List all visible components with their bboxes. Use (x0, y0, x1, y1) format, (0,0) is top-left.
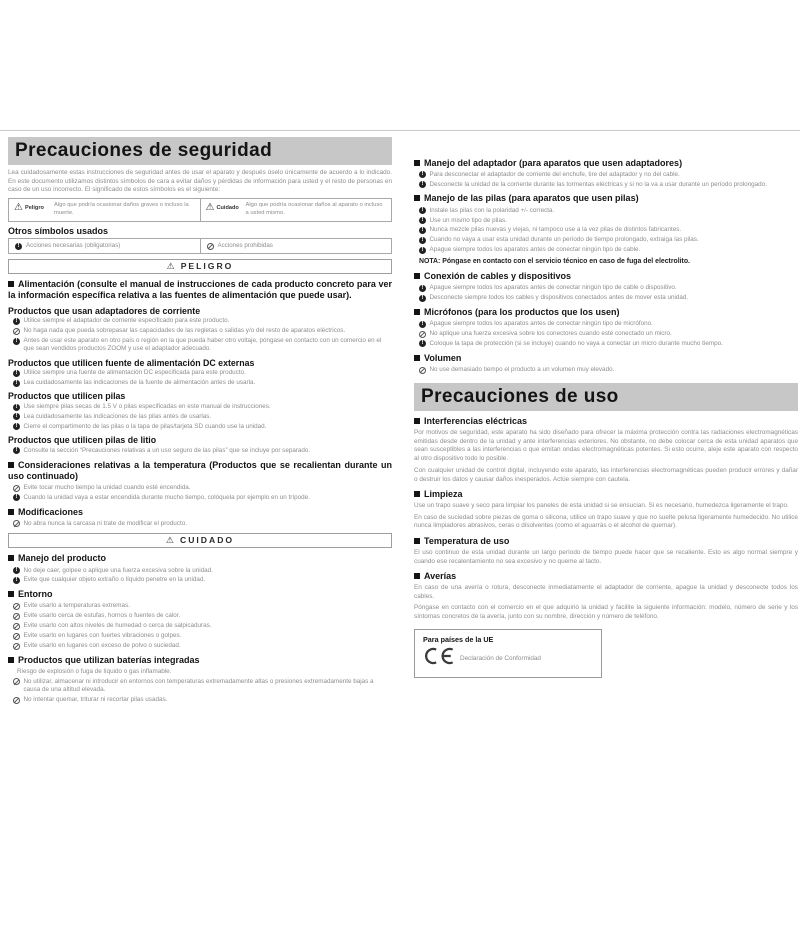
mandatory-action-icon: ! (15, 243, 22, 250)
manual-page (0, 130, 800, 706)
symbol-definition-label: Peligro (24, 205, 44, 212)
warning-triangle-icon: ⚠ (165, 534, 176, 545)
precaution-item-text: Lea cuidadosamente las indicaciones de las pilas antes de usarlas. (23, 412, 212, 420)
section-heading-text: Temperatura de uso (424, 535, 510, 546)
warning-banner (8, 259, 392, 274)
other-symbols-row (8, 238, 392, 255)
precaution-item-text: Antes de usar este aparato en otro país o región en la que pueda haber otro voltaje, póngase en contacto con un comercio en el que sean vendidos productos ZOOM y use el adaptador adecuado. (23, 337, 382, 353)
precaution-item (13, 567, 392, 575)
note-text: NOTA: Póngase en contacto con el servicio técnico en caso de fuga del electrolito. (419, 257, 690, 265)
body-paragraph: Lea cuidadosamente estas instrucciones de seguridad antes de usar el aparato y después úselo únicamente de acuerdo a lo indicado. En este documento utilizamos distintos símbolos de cara a evitar daños y pérdidas de información para usted y el resto de personas en caso de un uso incorrecto. El significado de estos símbolos es el siguiente: (8, 169, 392, 194)
mandatory-action-icon: ! (419, 321, 426, 328)
mandatory-action-icon: ! (13, 577, 20, 584)
section-heading (414, 353, 798, 364)
section-heading-text: Manejo del producto (18, 553, 107, 564)
precaution-item-text: Use un mismo tipo de pilas. (429, 216, 507, 224)
body-paragraph: En caso de una avería o rotura, desconecte inmediatamente el adaptador de corriente, apague la unidad y desconecte todos los cables. (414, 584, 798, 600)
precaution-item-text: No utilizar, almacenar ni introducir en entornos con temperaturas extremadamente altas o presiones extremadamente bajas a causa de una altitud elevada. (23, 677, 374, 694)
section-heading-text: Conexión de cables y dispositivos (424, 271, 572, 282)
section-heading-text: Consideraciones relativas a la temperatura (Productos que se recalientan durante un uso continuado) (8, 459, 392, 481)
precaution-item-text: Desconecte la unidad de la corriente durante las tormentas eléctricas y si no la va a usar durante un período prolongado. (429, 180, 767, 188)
section-heading (414, 158, 798, 169)
mandatory-action-icon: ! (419, 171, 426, 178)
section-heading-text: Manejo del adaptador (para aparatos que usen adaptadores) (424, 157, 683, 168)
prohibited-action-icon (419, 331, 426, 338)
precaution-item (419, 181, 798, 189)
precaution-item-text: Lea cuidadosamente las indicaciones de la fuente de alimentación antes de usarla. (23, 379, 256, 387)
precaution-item-text: Consulte la sección “Precauciones relativas a un uso seguro de las pilas” que se incluye por separado. (23, 446, 311, 454)
body-paragraph: Con cualquier unidad de control digital, incluyendo este aparato, las interferencias electromagnéticas pueden producir errores y dañar o destruir los datos y causar daños inesperados. Actúe siempre con cautela. (414, 466, 798, 483)
precaution-item (13, 403, 392, 411)
mandatory-action-icon: ! (419, 285, 426, 292)
left-column (8, 137, 392, 706)
precaution-item (419, 340, 798, 348)
symbol-definition-text: Algo que podría ocasionar daños graves o incluso la muerte. (54, 202, 189, 216)
square-bullet-icon (414, 195, 420, 201)
eu-compliance-row (423, 646, 593, 671)
body-paragraph: El uso continuo de esta unidad durante un largo período de tiempo puede hacer que se recaliente. Esto es algo normal siempre y cuando ese recalentamiento no sea excesivo y no queme al tacto. (414, 548, 798, 565)
section-title-bar (8, 137, 392, 165)
mandatory-action-icon: ! (419, 227, 426, 234)
subsection-heading: Productos que utilicen pilas de litio (8, 435, 157, 446)
square-bullet-icon (414, 160, 420, 166)
section-title-text: Precauciones de uso (421, 386, 619, 408)
precaution-item-text: No use demasiado tiempo el producto a un volumen muy elevado. (429, 366, 615, 374)
section-heading (8, 279, 392, 302)
mandatory-action-icon: ! (13, 370, 20, 377)
symbol-definition-text: Algo que podría ocasionar daños al aparato o incluso a usted mismo. (245, 202, 383, 216)
precaution-item (13, 612, 392, 620)
section-heading-text: Interferencias eléctricas (424, 415, 528, 426)
precaution-item-text: Nunca mezcle pilas nuevas y viejas, ni tampoco use a la vez pilas de distintos fabricantes. (429, 226, 682, 234)
precaution-item (419, 366, 798, 374)
precaution-item (13, 369, 392, 377)
prohibited-action-icon (13, 697, 20, 704)
section-heading (414, 536, 798, 547)
section-heading (414, 489, 798, 500)
precaution-item-text: Evite usarlo en lugares con exceso de polvo o suciedad. (23, 642, 181, 650)
precaution-item (13, 632, 392, 640)
symbol-definition-cell (9, 199, 200, 221)
subsection-heading: Productos que utilicen fuente de alimentación DC externas (8, 357, 255, 368)
square-bullet-icon (8, 591, 14, 597)
square-bullet-icon (8, 657, 14, 663)
precaution-item (13, 379, 392, 387)
section-heading-text: Averías (424, 570, 457, 581)
precaution-item (13, 327, 392, 335)
section-heading (8, 460, 392, 483)
section-heading (8, 507, 392, 518)
square-bullet-icon (8, 462, 14, 468)
symbol-definition-label: Cuidado (216, 205, 239, 212)
precaution-item (13, 678, 392, 695)
prohibited-action-icon (13, 678, 20, 685)
warning-triangle-icon: ⚠ (14, 202, 23, 214)
precaution-item (13, 447, 392, 455)
mandatory-action-icon: ! (13, 380, 20, 387)
mandatory-action-icon: ! (13, 404, 20, 411)
prohibited-action-icon (13, 623, 20, 630)
warning-triangle-icon: ⚠ (166, 260, 177, 271)
mandatory-action-icon: ! (419, 237, 426, 244)
body-paragraph: Por motivos de seguridad, este aparato ha sido diseñado para ofrecer la máxima protección contra las radiaciones electromagnéticas emitidas desde dentro de la unidad y ante interferencias exteriores. No obstante, no debe colocar cerca de esta unidad aparatos que sean susceptibles a las interferencias o que emitan ondas electromagnéticas potentes. Si esto ocurre, aleje este aparato con respecto al otro dispositivo todo lo posible. (414, 429, 798, 463)
precaution-item-text: Apague siempre todos los aparatos antes de conectar ningún tipo de micrófono. (429, 320, 653, 328)
symbol-definition-cell (200, 199, 392, 221)
precaution-item-text: Evite usarlo a temperaturas extremas. (23, 602, 130, 610)
precaution-item (13, 413, 392, 421)
square-bullet-icon (414, 538, 420, 544)
other-symbol-text: Acciones necesarias (obligatorias) (26, 242, 121, 250)
square-bullet-icon (414, 418, 420, 424)
square-bullet-icon (414, 491, 420, 497)
precaution-item-text: Evite tocar mucho tiempo la unidad cuando esté encendida. (23, 484, 191, 492)
other-symbol-text: Acciones prohibidas (217, 242, 273, 250)
precaution-item-text: Utilice siempre el adaptador de corriente especificado para este producto. (23, 317, 230, 325)
section-heading (414, 193, 798, 204)
precaution-item (419, 207, 798, 215)
symbol-definition-row (8, 198, 392, 222)
subsection-heading: Productos que utilicen pilas (8, 391, 126, 402)
precaution-item-text: No deje caer, golpee o aplique una fuerza excesiva sobre la unidad. (23, 566, 213, 574)
precaution-item-text: Cierre el compartimento de las pilas o la tapa de pilas/tarjeta SD cuando use la unidad. (23, 422, 267, 430)
precaution-item (419, 226, 798, 234)
other-symbol-cell (9, 239, 200, 254)
mandatory-action-icon: ! (13, 338, 20, 345)
mandatory-action-icon: ! (419, 295, 426, 302)
precaution-item (13, 337, 392, 354)
minor-heading: Otros símbolos usados (8, 225, 109, 236)
section-heading-text: Alimentación (consulte el manual de instrucciones de cada producto concreto para ver la información específica relativa a las fuentes de alimentación que puede usar). (8, 279, 392, 301)
prohibited-action-icon (13, 633, 20, 640)
mandatory-action-icon: ! (419, 207, 426, 214)
symbol-definition-head (14, 203, 54, 213)
precaution-item (419, 217, 798, 225)
precaution-item-text: No haga nada que pueda sobrepasar las capacidades de las regletas o salidas y/o del resto de aparatos eléctricos. (23, 327, 346, 335)
precaution-item-text: Evite usarlo con altos niveles de humedad o cerca de salpicaduras. (23, 622, 212, 630)
precaution-item (13, 622, 392, 630)
mandatory-action-icon: ! (13, 494, 20, 501)
precaution-item-text: Desconecte siempre todos los cables y dispositivos conectados antes de mover esta unidad. (429, 294, 689, 302)
section-title-text: Precauciones de seguridad (15, 140, 273, 161)
eu-compliance-box (414, 629, 602, 678)
warning-banner-text: PELIGRO (180, 261, 234, 272)
mandatory-action-icon: ! (419, 340, 426, 347)
precaution-item-text: Evite usarlo en lugares con fuertes vibraciones o golpes. (23, 632, 182, 640)
prohibited-action-icon (419, 367, 426, 374)
section-heading (8, 589, 392, 600)
precaution-item-text: Cuando la unidad vaya a estar encendida durante mucho tiempo, colóquela por ejemplo en un trípode. (23, 493, 310, 501)
square-bullet-icon (8, 509, 14, 515)
body-paragraph: En caso de suciedad sobre piezas de goma o silicona, utilice un trapo suave y que no suelte pelusa ligeramente humedecido. No utilice nunca limpiadores abrasivos, ceras o disolventes (como el aguarrás o el alcohol de quemar). (414, 513, 798, 530)
precaution-item (13, 642, 392, 650)
section-title-bar (414, 383, 798, 411)
section-heading-text: Limpieza (424, 488, 463, 499)
page-top-rule (0, 130, 800, 131)
mandatory-action-icon: ! (13, 567, 20, 574)
section-heading (8, 655, 392, 666)
precaution-item-text: Apague siempre todos los aparatos antes de conectar ningún tipo de cable o dispositivo. (429, 284, 677, 292)
warning-triangle-icon: ⚠ (205, 202, 215, 214)
precaution-item-text: No abra nunca la carcasa ni trate de modificar el producto. (23, 519, 187, 527)
mandatory-action-icon: ! (13, 413, 20, 420)
prohibited-action-icon (13, 328, 20, 335)
precaution-item-text: Evite que cualquier objeto extraño o líquido penetre en la unidad. (23, 576, 206, 584)
mandatory-action-icon: ! (13, 318, 20, 325)
precaution-item-text: No aplique una fuerza excesiva sobre los conectores cuando esté conectado un micro. (429, 330, 672, 338)
section-heading (8, 553, 392, 564)
square-bullet-icon (414, 273, 420, 279)
square-bullet-icon (8, 281, 14, 287)
mandatory-action-icon: ! (419, 217, 426, 224)
subsection-heading: Productos que usan adaptadores de corriente (8, 305, 201, 316)
precaution-item (13, 317, 392, 325)
section-heading-text: Micrófonos (para los productos que los usen) (424, 306, 620, 317)
prohibited-action-icon (13, 520, 20, 527)
precaution-item (419, 330, 798, 338)
precaution-item-text: Para desconectar el adaptador de corriente del enchufe, tire del adaptador y no del cable. (429, 170, 680, 178)
prohibited-action-icon (13, 643, 20, 650)
precaution-item-text: Apague siempre todos los aparatos antes de conectar ningún tipo de cable. (429, 246, 641, 254)
precaution-item-text: Cuando no vaya a usar esta unidad durante un período de tiempo prolongado, extraiga las pilas. (429, 236, 699, 244)
section-heading-text: Modificaciones (18, 506, 84, 517)
right-column (414, 137, 798, 706)
square-bullet-icon (414, 355, 420, 361)
section-heading (414, 271, 798, 282)
warning-banner-text: CUIDADO (179, 535, 235, 546)
square-bullet-icon (414, 309, 420, 315)
precaution-item-text: Instale las pilas con la polaridad +/- correcta. (429, 206, 555, 214)
body-paragraph: Use un trapo suave y seco para limpiar los paneles de esta unidad si se ensucian. Si es necesario, humedezca ligeramente el trapo. (414, 502, 789, 510)
prohibited-action-icon (13, 613, 20, 620)
section-heading (414, 416, 798, 427)
prohibited-action-icon (13, 603, 20, 610)
mandatory-action-icon: ! (419, 247, 426, 254)
precaution-item (419, 171, 798, 179)
precaution-item (13, 484, 392, 492)
symbol-definition-head (206, 203, 246, 213)
section-heading-text: Volumen (424, 352, 462, 363)
precaution-item-text: Utilice siempre una fuente de alimentación DC especificada para este producto. (23, 369, 246, 377)
precaution-item (419, 284, 798, 292)
section-heading-text: Entorno (18, 589, 53, 600)
mandatory-action-icon: ! (13, 423, 20, 430)
other-symbol-cell (200, 239, 392, 254)
precaution-item-text: No intentar quemar, triturar ni recortar pilas usadas. (23, 696, 168, 704)
eu-compliance-title: Para países de la UE (423, 634, 494, 644)
precaution-item (13, 494, 392, 502)
prohibited-action-icon (207, 243, 214, 250)
precaution-item-text: Use siempre pilas secas de 1.5 V o pilas especificadas en este manual de instrucciones. (23, 403, 271, 411)
mandatory-action-icon: ! (13, 447, 20, 454)
square-bullet-icon (8, 555, 14, 561)
square-bullet-icon (414, 573, 420, 579)
two-column-layout (0, 137, 800, 706)
precaution-item (13, 520, 392, 528)
mandatory-action-icon: ! (419, 181, 426, 188)
precaution-item (13, 602, 392, 610)
section-heading (414, 307, 798, 318)
precaution-item (419, 246, 798, 254)
section-heading-text: Productos que utilizan baterías integradas (18, 654, 200, 665)
precaution-item (419, 320, 798, 328)
section-heading (414, 571, 798, 582)
body-paragraph: Póngase en contacto con el comercio en el que adquirió la unidad y facilite la siguiente información: modelo, número de serie y los síntomas concretos de la avería, junto con su nombre, dirección y número de teléfono. (414, 604, 798, 621)
precaution-item (419, 294, 798, 302)
precaution-item (13, 696, 392, 704)
section-heading-text: Manejo de las pilas (para aparatos que usen pilas) (424, 193, 639, 204)
eu-compliance-text: Declaración de Conformidad (460, 654, 541, 662)
warning-banner (8, 533, 392, 548)
precaution-item (419, 236, 798, 244)
prohibited-action-icon (13, 485, 20, 492)
precaution-item (13, 576, 392, 584)
precaution-note-text: Riesgo de explosión o fuga de líquido o gas inflamable. (17, 668, 172, 676)
ce-mark-icon (423, 646, 455, 671)
precaution-item-text: Coloque la tapa de protección (si se incluye) cuando no vaya a conectar un micro durante mucho tiempo. (429, 339, 723, 347)
precaution-item (13, 423, 392, 431)
precaution-item-text: Evite usarlo cerca de estufas, hornos o fuentes de calor. (23, 612, 181, 620)
